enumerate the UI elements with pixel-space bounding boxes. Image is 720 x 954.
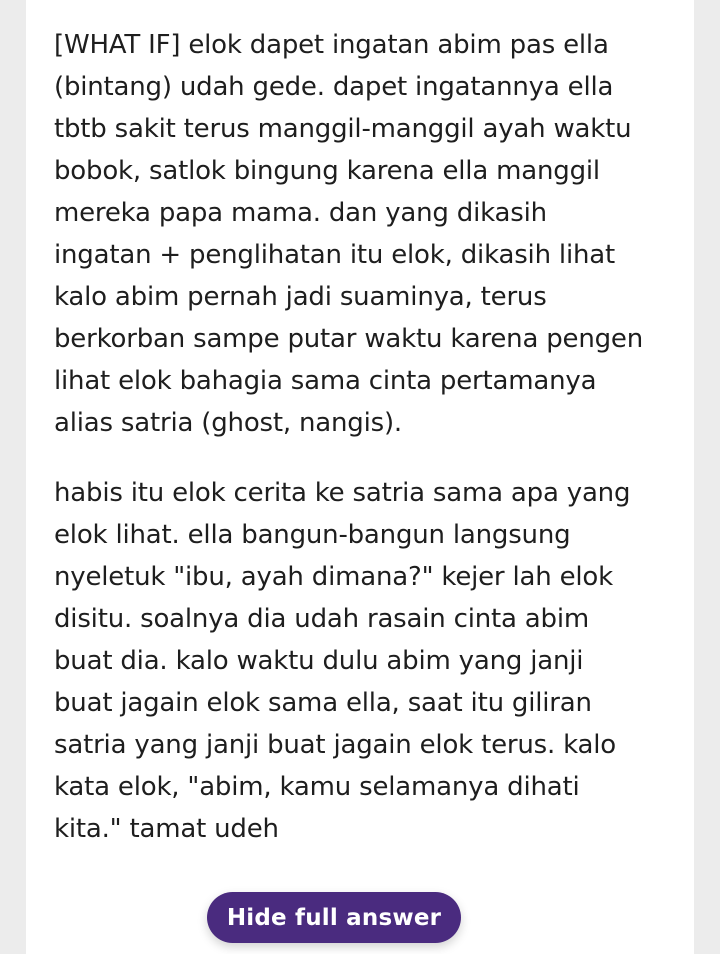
answer-card xyxy=(26,0,694,954)
answer-paragraph-1: [WHAT IF] elok dapet ingatan abim pas ella (bintang) udah gede. dapet ingatannya ella tbtb sakit terus manggil-manggil ayah waktu bobok, satlok bingung karena ella manggil mereka papa mama. dan yang dikasih ingatan + penglihatan itu elok, dikasih lihat kalo abim pernah jadi suaminya, terus berkorban sampe putar waktu karena pengen lihat elok bahagia sama cinta pertamanya alias satria (ghost, nangis). xyxy=(54,30,644,438)
hide-full-answer-button[interactable]: Hide full answer xyxy=(207,892,461,943)
answer-paragraph-2: habis itu elok cerita ke satria sama apa yang elok lihat. ella bangun-bangun langsung nyeletuk "ibu, ayah dimana?" kejer lah elok disitu. soalnya dia udah rasain cinta abim buat dia. kalo waktu dulu abim yang janji buat jagain elok sama ella, saat itu giliran satria yang janji buat jagain elok terus. kalo kata elok, "abim, kamu selamanya dihati kita." tamat udeh xyxy=(54,478,631,844)
